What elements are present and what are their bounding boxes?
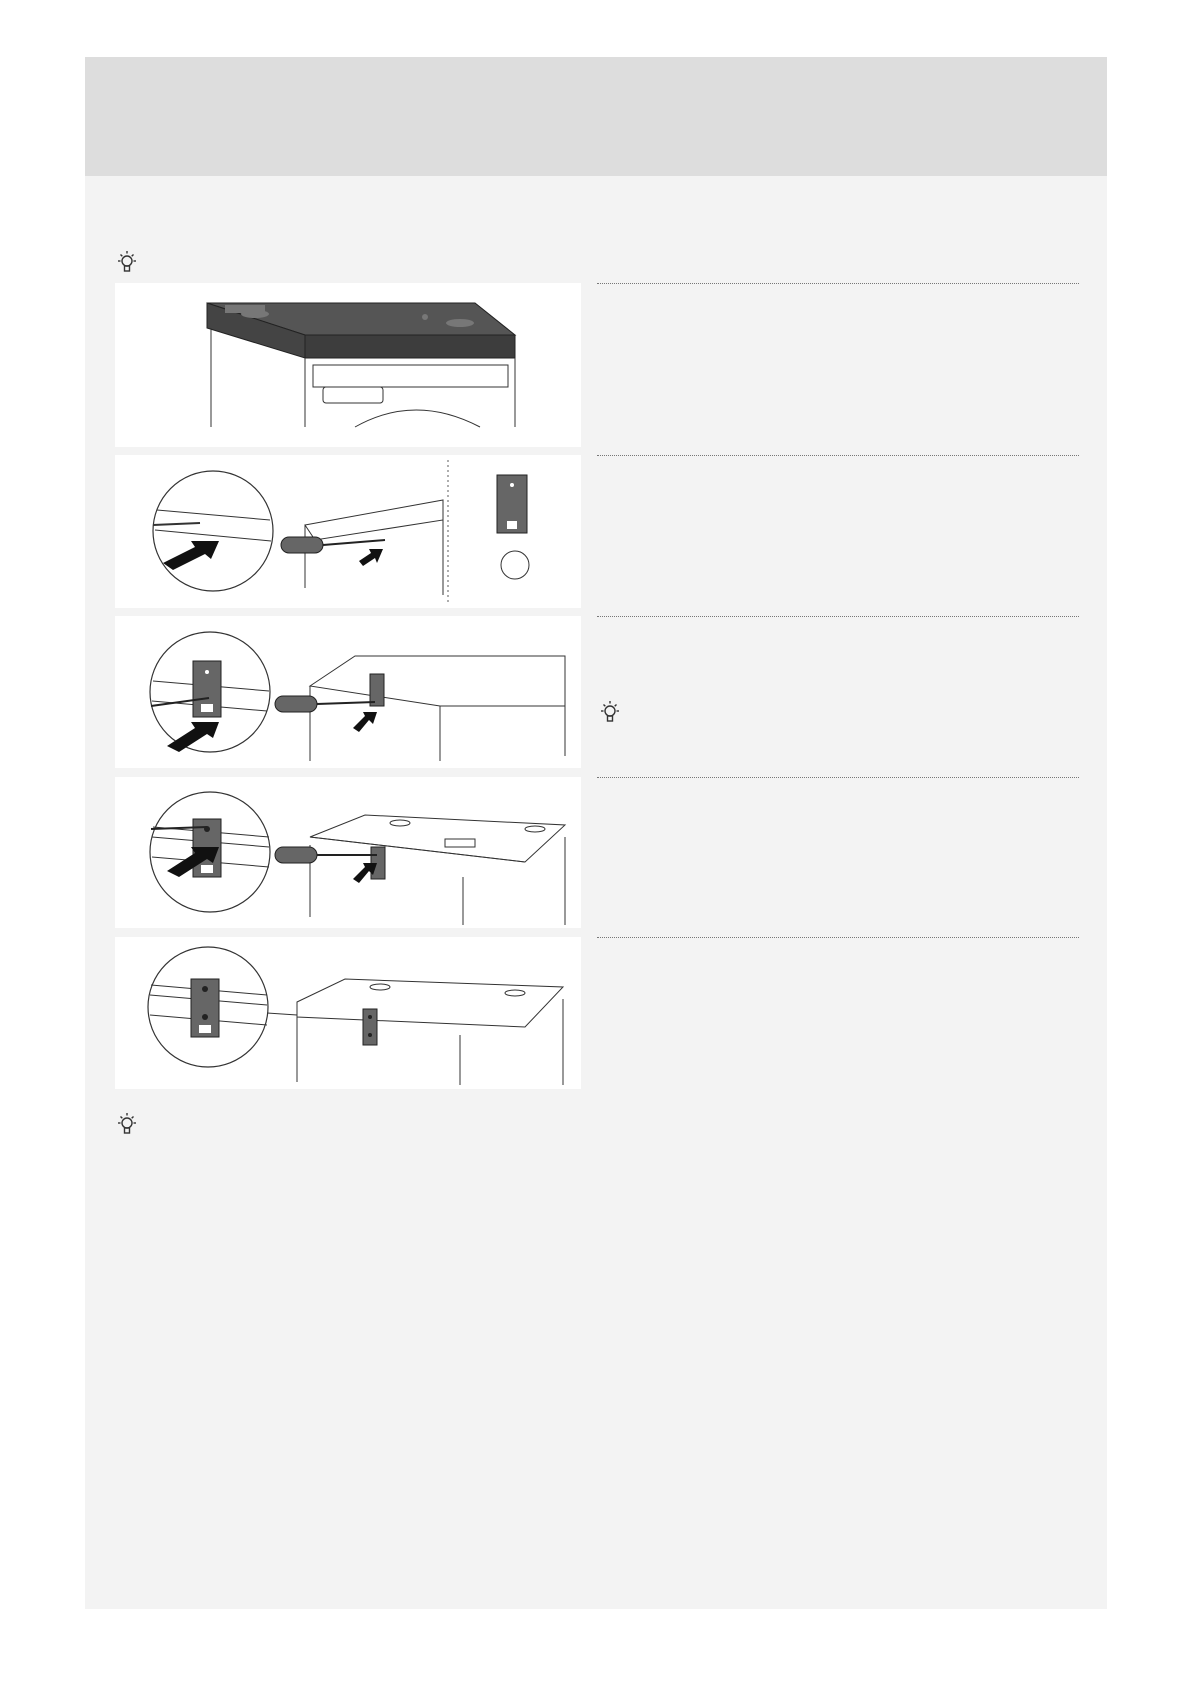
step-separator <box>597 937 1079 938</box>
step-1-illustration <box>115 283 581 447</box>
step-separator <box>597 616 1079 617</box>
step-2-illustration <box>115 455 581 608</box>
step-5-illustration <box>115 937 581 1089</box>
step-separator <box>597 777 1079 778</box>
page-header <box>85 57 1107 176</box>
step-separator <box>597 455 1079 456</box>
step-4-illustration <box>115 777 581 928</box>
manual-page <box>85 57 1107 1609</box>
lightbulb-icon <box>598 699 622 725</box>
step-separator <box>597 283 1079 284</box>
lightbulb-icon <box>115 1111 139 1137</box>
lightbulb-icon <box>115 249 139 275</box>
step-3-illustration <box>115 616 581 768</box>
